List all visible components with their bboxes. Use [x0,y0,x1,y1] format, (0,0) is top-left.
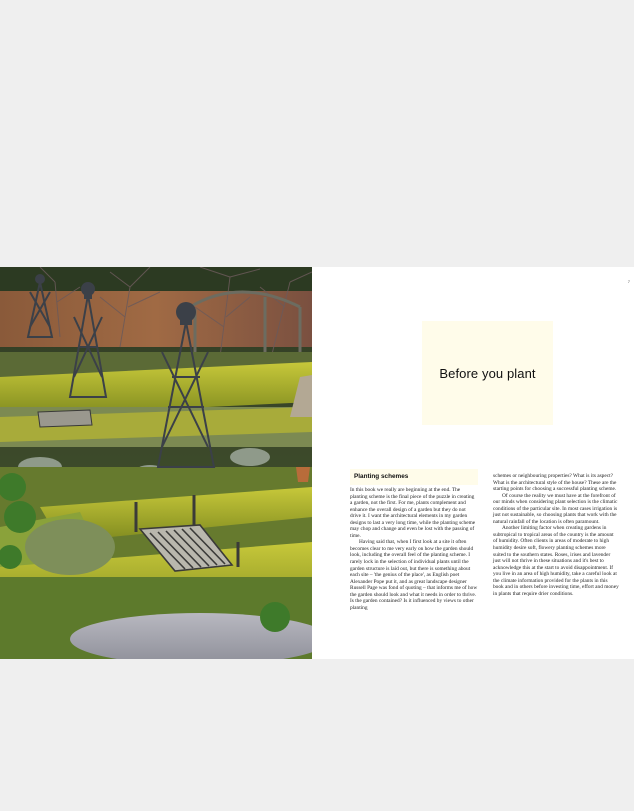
title-box [422,321,553,425]
section-heading: Planting schemes [354,472,409,480]
page-number: 7 [627,279,630,284]
paragraph: schemes or neighbouring properties? What is its aspect? What is the architectural style of the house? These are the starting points for choosing a successful planting scheme. [493,473,617,493]
paragraph: Of course the reality we must have at the forefront of our minds when considering plant selection is the climatic conditions of the particular site. In most cases irrigation is just not sustainable, so choosing plants that work with the natural rainfall of the location is often paramount. [493,492,618,525]
page-title: Before you plant [439,365,536,381]
text-page [312,267,634,659]
text-column-right [493,473,619,597]
paragraph: Another limiting factor when creating gardens in subtropical to tropical areas of the country is the amount of humidity. Often clients in areas of moderate to high humidity desire soft, flowery planting schemes more suited to the southern states. Roses, irises and lavender just will not thrive in these situations and it's best to acknowledge this at the start to avoid disappointment. If you live in an area of high humidity, take a careful look at the climate information provided for the plants in this book and in others before investing time, effort and money in plants that require drier conditions. [493,525,619,597]
garden-photo [0,267,312,659]
garden-photo-illustration [0,267,312,659]
section-heading-box [350,469,478,485]
paragraph: Having said that, when I first look at a site it often becomes clear to me very early on how the garden should look, including the overall feel of the planting scheme. I rarely lock in the selection of individual plants until the garden structure is laid out, but there is something about each site – 'the genius of the place', as English poet Alexander Pope put it, and as great landscape designer Russell Page was fond of quoting – that informs me of how the garden should look and what it needs in order to thrive. Is the garden contained? Is it influenced by views to other planting [350,539,478,611]
paragraph: In this book we really are beginning at the end. The planting scheme is the final piece of the puzzle in creating a garden, not the first. For me, plants complement and enhance the overall design of a garden but they do not drive it. I want the architectural elements in my garden designs to last a very long time, while the planting scheme may chop and change and even be lost with the passing of time. [350,487,476,539]
book-spread [0,267,634,659]
text-column-left [350,469,478,611]
